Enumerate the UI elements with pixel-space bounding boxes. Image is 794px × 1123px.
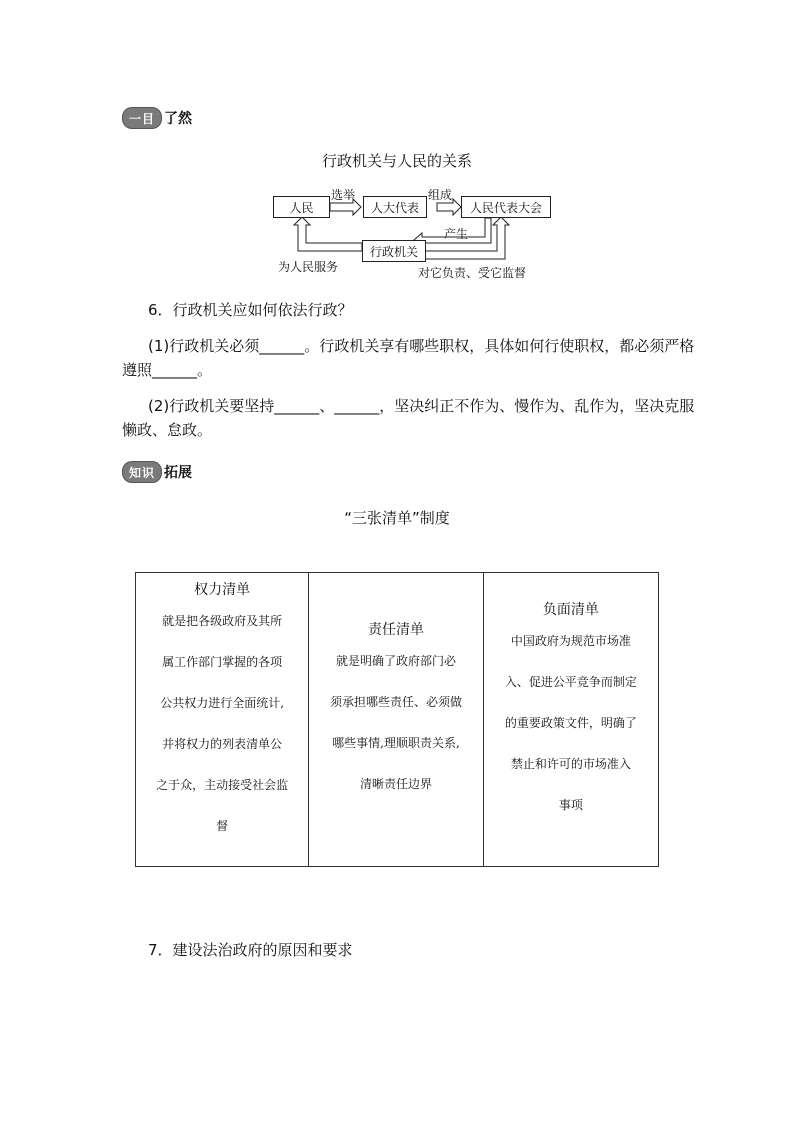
list-negative-line: 的重要政策文件，明确了 — [504, 716, 637, 730]
box-npc-deputies: 人大代表 — [363, 196, 427, 218]
list-power-line: 督 — [216, 819, 229, 833]
section-tag-text: 了然 — [164, 111, 193, 127]
three-lists-table — [135, 572, 659, 867]
box-people: 人民 — [273, 196, 330, 218]
list-responsibility-body — [309, 641, 482, 805]
list-negative-line: 入、促进公平竞争而制定 — [504, 675, 637, 689]
list-negative-body — [484, 621, 658, 826]
q6-p1-line1: (1)行政机关必须______。行政机关享有哪些职权，具体如何行使职权，都必须严格 — [148, 337, 695, 355]
section-tag-overview — [122, 107, 192, 129]
q6-p2-line2: 懒政、怠政。 — [122, 421, 213, 439]
list-negative-title: 负面清单 — [542, 602, 599, 618]
list-power-cell — [136, 573, 309, 867]
list-responsibility-line: 须承担哪些责任、必须做 — [329, 695, 462, 709]
label-elect: 选举 — [331, 188, 356, 202]
section-tag-extension — [122, 461, 192, 483]
section-tag-text: 拓展 — [164, 465, 193, 481]
list-power-line: 公共权力进行全面统计, — [160, 696, 285, 710]
list-responsibility-line: 就是明确了政府部门必 — [335, 654, 456, 668]
arrow-serve — [294, 217, 362, 251]
list-responsibility-cell — [309, 573, 483, 867]
list-power-line: 之于众，主动接受社会监 — [156, 778, 289, 792]
section-tag-pill: 知识 — [122, 461, 162, 483]
three-lists-title: “三张清单”制度 — [344, 509, 450, 527]
list-power-body — [136, 601, 308, 847]
label-serve-people: 为人民服务 — [278, 260, 339, 274]
q6-p2-line1: (2)行政机关要坚持______、______，坚决纠正不作为、慢作为、乱作为，坚决克服 — [148, 397, 695, 415]
list-negative-cell — [483, 573, 658, 867]
q6-p1-line2: 遵照______。 — [122, 361, 213, 379]
box-administrative-organs: 行政机关 — [362, 240, 426, 262]
box-peoples-congress: 人民代表大会 — [461, 196, 551, 218]
list-responsibility-title: 责任清单 — [367, 622, 424, 638]
section-tag-pill: 一目 — [122, 107, 162, 129]
diagram-title: 行政机关与人民的关系 — [321, 152, 472, 170]
list-responsibility-line: 哪些事情,理顺职责关系, — [332, 736, 460, 750]
label-responsible: 对它负责、受它监督 — [418, 266, 527, 280]
list-negative-line: 事项 — [558, 798, 583, 812]
list-power-line: 属工作部门掌握的各项 — [162, 655, 283, 669]
list-negative-line: 禁止和许可的市场准入 — [510, 757, 631, 771]
list-power-title: 权力清单 — [194, 582, 251, 598]
list-power-line: 就是把各级政府及其所 — [162, 614, 283, 628]
label-produce: 产生 — [444, 227, 469, 241]
q6-heading: 6．行政机关应如何依法行政？ — [148, 301, 353, 319]
list-power-line: 并将权力的列表清单公 — [162, 737, 283, 751]
q7-heading: 7．建设法治政府的原因和要求 — [148, 941, 353, 959]
list-responsibility-line: 清晰责任边界 — [359, 777, 432, 791]
label-form: 组成 — [428, 188, 453, 202]
list-negative-line: 中国政府为规范市场准 — [510, 634, 631, 648]
